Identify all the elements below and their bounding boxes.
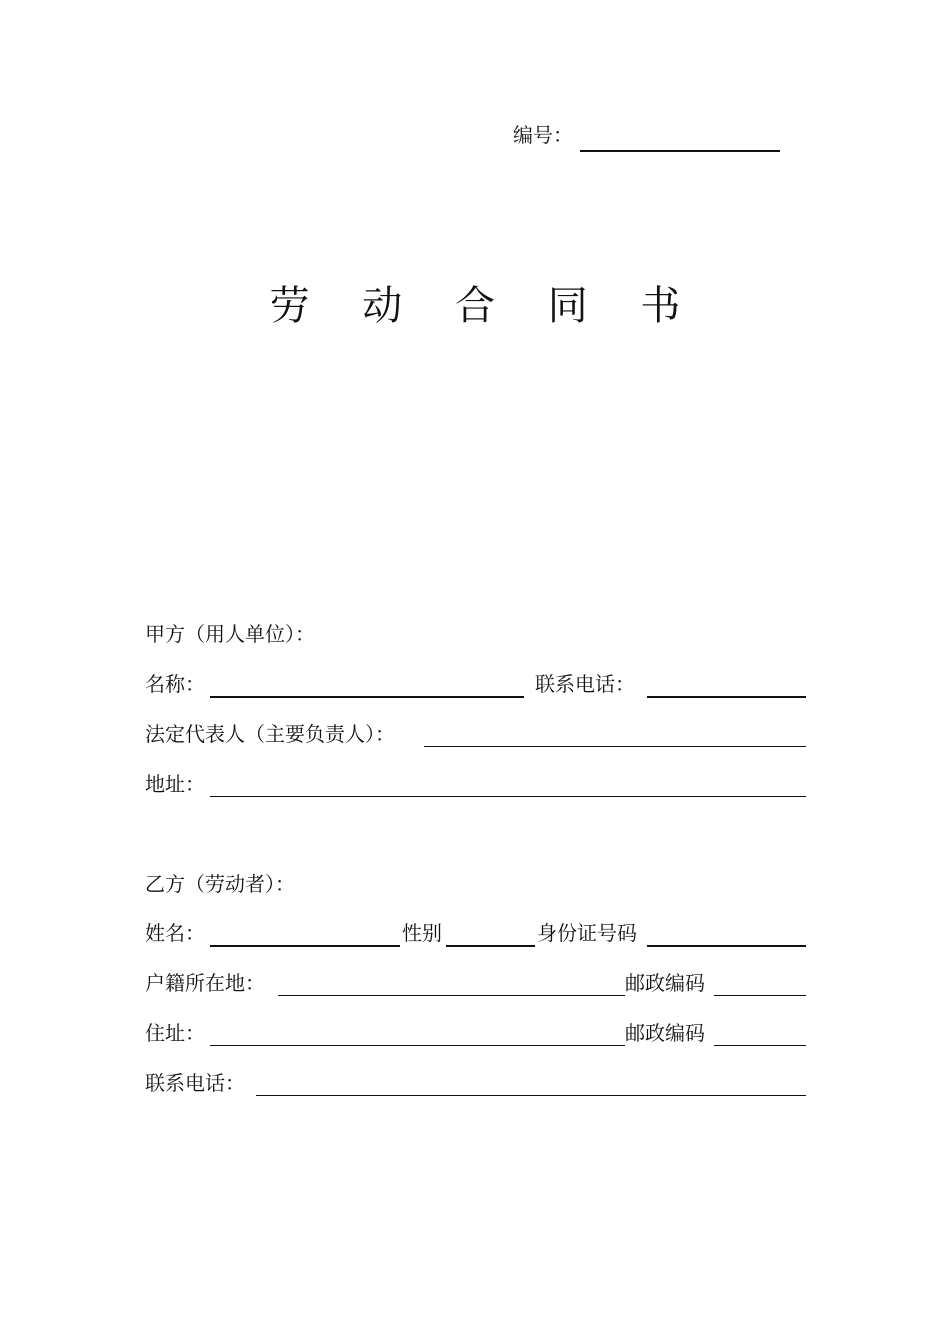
party-b-postcode-field-1[interactable] [714, 995, 806, 996]
party-b-id-label: 身份证号码 [537, 921, 637, 945]
party-a-address-field[interactable] [210, 796, 806, 797]
party-a-phone-label: 联系电话： [535, 672, 635, 696]
party-a-phone-field[interactable] [647, 696, 806, 698]
party-a-name-field[interactable] [210, 696, 524, 698]
party-b-postcode-label-1: 邮政编码 [625, 971, 705, 995]
party-b-phone-label: 联系电话： [145, 1071, 245, 1095]
party-b-id-field[interactable] [647, 945, 806, 947]
contract-number-label: 编号： [513, 123, 573, 147]
party-b-household-field[interactable] [278, 995, 625, 996]
party-b-gender-label: 性别 [402, 921, 442, 945]
party-a-address-label: 地址： [145, 772, 205, 796]
party-a-heading: 甲方（用人单位）： [145, 622, 315, 646]
contract-number-field[interactable] [580, 150, 780, 152]
party-b-postcode-label-2: 邮政编码 [625, 1021, 705, 1045]
party-a-legal-rep-field[interactable] [424, 746, 806, 747]
party-a-name-label: 名称： [145, 672, 205, 696]
party-b-gender-field[interactable] [446, 945, 535, 947]
document-title: 劳 动 合 同 书 [269, 283, 701, 329]
party-b-name-field[interactable] [210, 945, 400, 947]
party-b-heading: 乙方（劳动者）： [145, 872, 295, 896]
party-b-name-label: 姓名： [145, 921, 205, 945]
party-a-legal-rep-label: 法定代表人（主要负责人）： [145, 722, 395, 746]
party-b-postcode-field-2[interactable] [714, 1045, 806, 1046]
party-b-phone-field[interactable] [256, 1095, 806, 1096]
party-b-residence-label: 住址： [145, 1021, 205, 1045]
party-b-residence-field[interactable] [210, 1045, 625, 1046]
party-b-household-label: 户籍所在地： [145, 971, 265, 995]
